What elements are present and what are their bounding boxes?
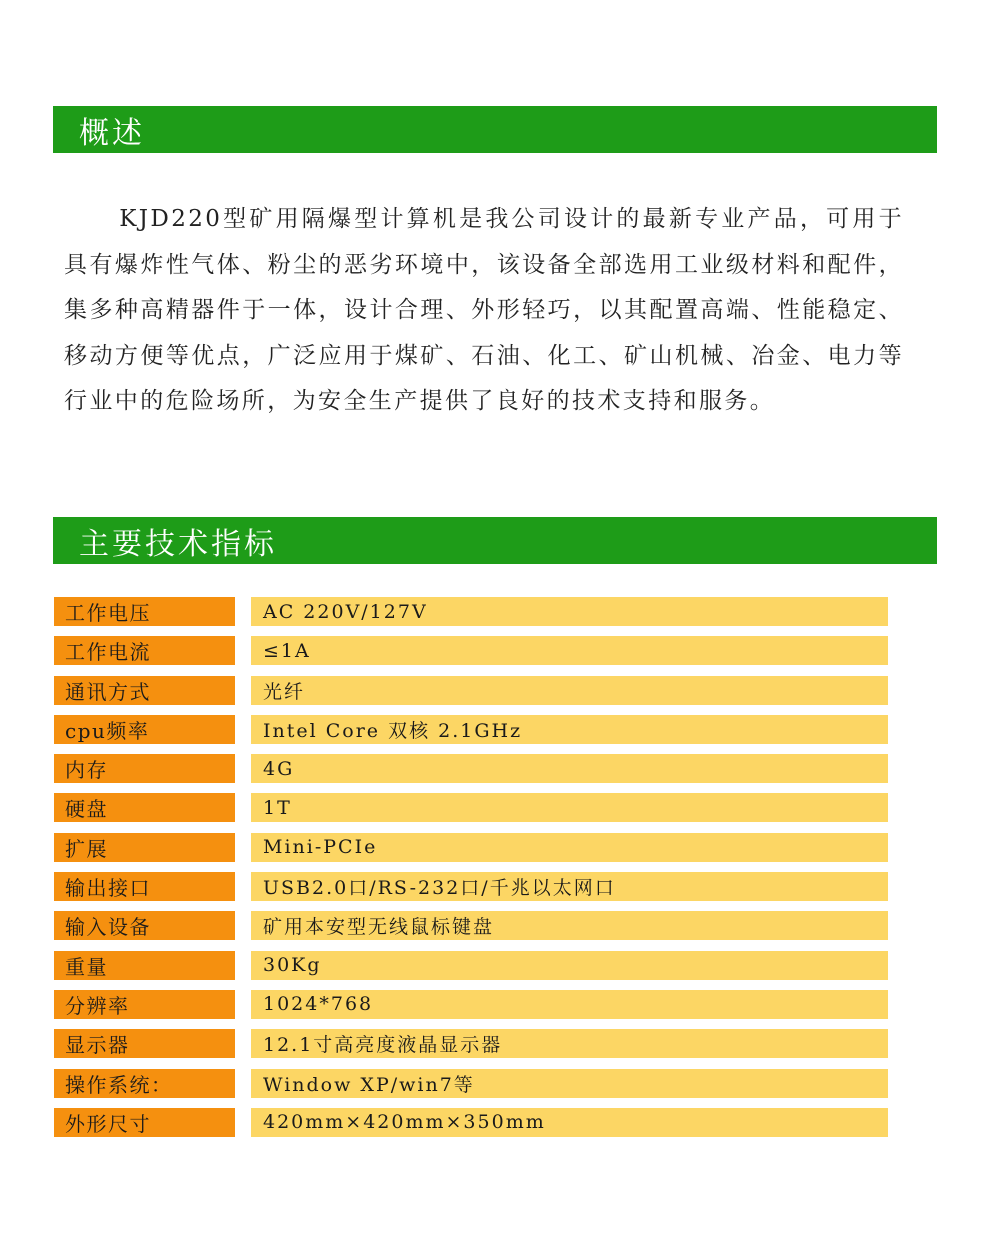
spec-label: 硬盘 <box>54 793 235 822</box>
spec-row <box>54 911 888 940</box>
specs-heading-bar <box>53 517 937 564</box>
spec-label: 显示器 <box>54 1029 235 1058</box>
spec-label: 操作系统： <box>54 1069 235 1098</box>
overview-heading-bar <box>53 106 937 153</box>
spec-row <box>54 990 888 1019</box>
overview-heading: 概述 <box>79 115 145 151</box>
spec-label: 输出接口 <box>54 872 235 901</box>
spec-value: 1024*768 <box>251 990 888 1019</box>
spec-value: 4G <box>251 754 888 783</box>
spec-value: ≤1A <box>251 636 888 665</box>
spec-row <box>54 833 888 862</box>
spec-value: 矿用本安型无线鼠标键盘 <box>251 911 888 940</box>
spec-table <box>54 597 888 1147</box>
spec-value: USB2.0口/RS-232口/千兆以太网口 <box>251 872 888 901</box>
spec-row <box>54 872 888 901</box>
spec-row <box>54 793 888 822</box>
spec-label: 外形尺寸 <box>54 1108 235 1137</box>
spec-value: Intel Core 双核 2.1GHz <box>251 715 888 744</box>
spec-label: 通讯方式 <box>54 676 235 705</box>
spec-value: 1T <box>251 793 888 822</box>
spec-label: cpu频率 <box>54 715 235 744</box>
spec-label: 工作电压 <box>54 597 235 626</box>
spec-value: Window XP/win7等 <box>251 1069 888 1098</box>
spec-label: 扩展 <box>54 833 235 862</box>
spec-row <box>54 636 888 665</box>
spec-value: 光纤 <box>251 676 888 705</box>
spec-value: AC 220V/127V <box>251 597 888 626</box>
spec-row <box>54 1029 888 1058</box>
spec-label: 内存 <box>54 754 235 783</box>
spec-row <box>54 754 888 783</box>
spec-label: 分辨率 <box>54 990 235 1019</box>
spec-value: 420mm×420mm×350mm <box>251 1108 888 1137</box>
spec-label: 输入设备 <box>54 911 235 940</box>
spec-row <box>54 951 888 980</box>
spec-row <box>54 715 888 744</box>
spec-row <box>54 597 888 626</box>
spec-label: 工作电流 <box>54 636 235 665</box>
spec-label: 重量 <box>54 951 235 980</box>
spec-value: Mini-PCIe <box>251 833 888 862</box>
overview-paragraph: KJD220型矿用隔爆型计算机是我公司设计的最新专业产品，可用于具有爆炸性气体、粉尘的恶劣环境中，该设备全部选用工业级材料和配件，集多种高精器件于一体，设计合理、外形轻巧，以其配置高端、性能稳定、移动方便等优点，广泛应用于煤矿、石油、化工、矿山机械、冶金、电力等行业中的危险场所，为安全生产提供了良好的技术支持和服务。 <box>64 206 904 414</box>
spec-row <box>54 1069 888 1098</box>
spec-row <box>54 676 888 705</box>
spec-row <box>54 1108 888 1137</box>
spec-value: 30Kg <box>251 951 888 980</box>
spec-value: 12.1寸高亮度液晶显示器 <box>251 1029 888 1058</box>
specs-heading: 主要技术指标 <box>79 526 277 562</box>
